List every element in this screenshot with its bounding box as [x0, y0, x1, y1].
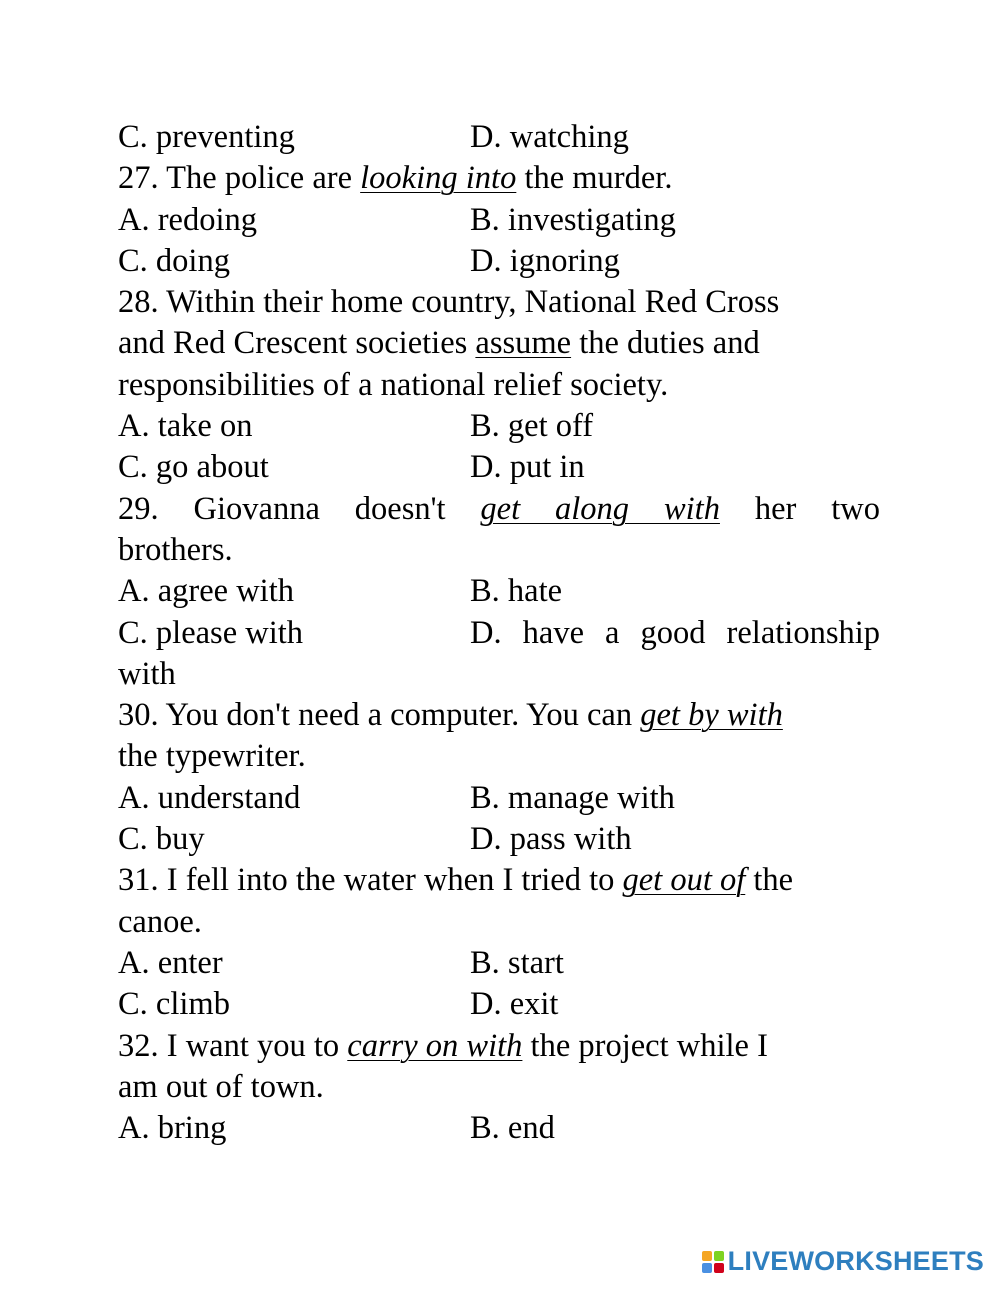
option-c[interactable]: C. climb: [118, 986, 230, 1023]
q31-options-row-1: [118, 943, 880, 984]
q28-question-line-1: 28. Within their home country, National Red Cross: [118, 284, 780, 321]
q32-options-row-1: [118, 1108, 880, 1149]
q29-word: 29.: [118, 490, 159, 527]
q30-question-line-2: the typewriter.: [118, 738, 306, 775]
q29-options-row-1: [118, 571, 880, 612]
worksheet-page: [118, 117, 880, 1149]
q29-option-d-continued[interactable]: with: [118, 655, 176, 692]
option-b[interactable]: B. start: [470, 944, 564, 981]
option-c[interactable]: C. please with: [118, 614, 304, 651]
logo-square: [702, 1251, 712, 1261]
q28-options-row-1: [118, 406, 880, 447]
option-b[interactable]: B. end: [470, 1110, 555, 1147]
q29-underlined-phrase: get along with: [480, 490, 720, 527]
brand-text: LIVEWORKSHEETS: [727, 1246, 984, 1276]
logo-square: [714, 1263, 724, 1273]
q30-question-line-1: [118, 695, 880, 736]
q28-question-line-2: [118, 323, 880, 364]
q29-word: doesn't: [354, 490, 446, 527]
q31-text-post: the: [745, 862, 794, 899]
option-c[interactable]: C. doing: [118, 242, 230, 279]
q30-options-row-2: [118, 819, 880, 860]
option-a[interactable]: A. understand: [118, 779, 301, 816]
q27-text-post: the murder.: [516, 160, 673, 197]
q32-text-post: the project while I: [522, 1027, 768, 1064]
q28-options-row-2: [118, 447, 880, 488]
logo-square: [702, 1263, 712, 1273]
option-b[interactable]: B. get off: [470, 408, 594, 445]
option-d[interactable]: D. ignoring: [470, 242, 620, 279]
option-a[interactable]: A. agree with: [118, 573, 294, 610]
option-d[interactable]: D. exit: [470, 986, 559, 1023]
q31-text-pre: 31. I fell into the water when I tried to: [118, 862, 623, 899]
liveworksheets-logo-icon: [702, 1251, 724, 1273]
option-c[interactable]: C. go about: [118, 449, 269, 486]
liveworksheets-brand: [702, 1246, 984, 1277]
q29-question-line-1: [118, 489, 880, 530]
q28-question-line-3: responsibilities of a national relief society.: [118, 366, 669, 403]
option-b[interactable]: B. manage with: [470, 779, 675, 816]
q28-text-pre: and Red Crescent societies: [118, 325, 476, 362]
q30-underlined-phrase: get by with: [640, 697, 783, 734]
logo-square: [714, 1251, 724, 1261]
q29-word: Giovanna: [193, 490, 320, 527]
option-d[interactable]: D. put in: [470, 449, 585, 486]
q32-question-line-1: [118, 1026, 880, 1067]
q31-underlined-phrase: get out of: [622, 862, 746, 899]
q29-word: two: [831, 490, 881, 527]
q32-text-pre: 32. I want you to: [118, 1027, 348, 1064]
q31-options-row-2: [118, 984, 880, 1025]
q27-text-pre: 27. The police are: [118, 160, 361, 197]
q26-options-row-2: [118, 117, 880, 158]
q31-question-line-2: canoe.: [118, 903, 202, 940]
q31-question-line-1: [118, 860, 880, 901]
option-a[interactable]: A. bring: [118, 1110, 227, 1147]
q27-question: [118, 158, 880, 199]
q29-word: her: [754, 490, 797, 527]
option-c[interactable]: C. buy: [118, 821, 205, 858]
q29-options-row-2: [118, 613, 880, 654]
q28-underlined-phrase: assume: [475, 325, 572, 362]
option-a[interactable]: A. take on: [118, 408, 253, 445]
option-d[interactable]: D. have a good relationship: [470, 614, 880, 651]
q30-text-pre: 30. You don't need a computer. You can: [118, 697, 641, 734]
option-b[interactable]: B. hate: [470, 573, 563, 610]
option-a[interactable]: A. enter: [118, 944, 223, 981]
q32-question-line-2: am out of town.: [118, 1068, 324, 1105]
option-a[interactable]: A. redoing: [118, 201, 257, 238]
q28-text-post: the duties and: [571, 325, 760, 362]
option-d[interactable]: D. pass with: [470, 821, 632, 858]
q27-options-row-2: [118, 241, 880, 282]
q27-options-row-1: [118, 200, 880, 241]
q32-underlined-phrase: carry on with: [347, 1027, 523, 1064]
option-c[interactable]: C. preventing: [118, 119, 295, 155]
q29-question-line-2: brothers.: [118, 531, 233, 568]
option-b[interactable]: B. investigating: [470, 201, 676, 238]
q30-options-row-1: [118, 778, 880, 819]
q27-underlined-phrase: looking into: [360, 160, 517, 197]
option-d[interactable]: D. watching: [470, 119, 629, 155]
